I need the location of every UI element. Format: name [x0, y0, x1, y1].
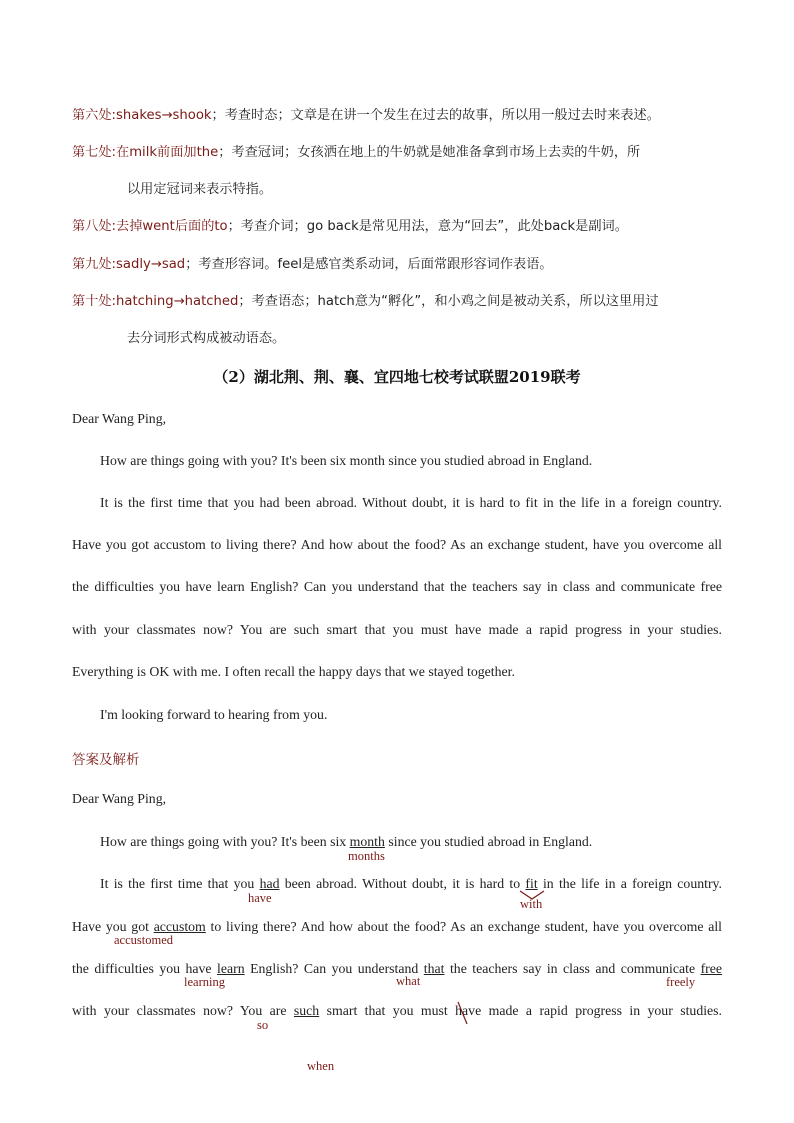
text-run: the teachers say in class and communicate [444, 961, 701, 976]
letter-line: It is the first time that you had been abroad. Without doubt, it is hard to fit in the life in a foreign country. [100, 495, 722, 510]
answer-explanation: ；考查介词；go back是常见用法，意为“回去”，此处back是副词。 [227, 219, 628, 234]
error-word: fit [525, 876, 538, 891]
answer-item-9 [72, 253, 553, 272]
letter-line: Everything is OK with me. I often recall the happy days that we stayed together. [72, 664, 515, 679]
answer-change: 去掉went后面的to [116, 219, 228, 234]
answer-explanation: ；考查形容词。feel是感官类系动词，后面常跟形容词作表语。 [185, 257, 553, 272]
answer-item-7-continued [127, 178, 272, 197]
error-word: learn [217, 961, 245, 976]
answer-item-10-continued [127, 327, 285, 346]
answer-label: 第十处: [72, 294, 117, 309]
answer-change: hatching→hatched [116, 294, 239, 309]
answer-item-8 [72, 215, 628, 234]
correction-with: with [520, 897, 543, 911]
correction-have: have [248, 891, 272, 905]
letter-salutation: Dear Wang Ping, [72, 411, 167, 426]
answer-label: 第八处: [72, 219, 117, 234]
answer-label: 第七处: [72, 145, 117, 160]
text-run: with your classmates now? You are [72, 1003, 294, 1018]
answer-change: shakes→shook [116, 108, 212, 123]
correction-freely: freely [666, 975, 696, 989]
error-word: accustom [153, 919, 206, 934]
answer-heading: 答案及解析 [72, 752, 140, 768]
correction-what: what [396, 974, 421, 988]
text-run: Have you got [72, 919, 154, 934]
answer-explanation-cont: 去分词形式构成被动语态。 [127, 331, 286, 346]
error-word: had [259, 876, 280, 891]
error-word: that [423, 961, 445, 976]
correction-so: so [257, 1018, 269, 1032]
error-word: free [700, 961, 722, 976]
error-word: such [293, 1003, 320, 1018]
text-run: to living there? And how about the food? As an exchange student, have you overcome all [205, 919, 722, 934]
text-run: How are things going with you? It's been six [100, 834, 350, 849]
correction-when: when [307, 1059, 335, 1073]
text-run: the difficulties you have [72, 961, 218, 976]
answer-item-7 [72, 141, 640, 160]
text-run: It is the first time that you [100, 876, 260, 891]
text-run: English? Can you understand [244, 961, 424, 976]
letter-line: with your classmates now? You are such smart that you must have made a rapid progress in your studies. [72, 622, 722, 637]
deletion-slash-mark [455, 1000, 471, 1026]
corrected-line-5 [72, 1003, 722, 1019]
answer-explanation: ；考查时态；文章是在讲一个发生在过去的故事，所以用一般过去时来表述。 [211, 108, 660, 123]
answer-explanation-cont: 以用定冠词来表示特指。 [127, 182, 273, 197]
answer-item-10 [72, 290, 659, 309]
correction-months: months [348, 849, 385, 863]
answer-label: 第九处: [72, 257, 117, 272]
corrected-line-1 [100, 834, 592, 850]
letter-line: Have you got accustom to living there? And how about the food? As an exchange student, have you overcome all [72, 537, 722, 552]
text-run: in the life in a foreign country. [537, 876, 722, 891]
section-title: （2）湖北荆、荆、襄、宜四地七校考试联盟2019联考 [213, 368, 581, 386]
corrected-line-2 [100, 876, 722, 892]
answer-item-6 [72, 104, 660, 123]
error-word: month [349, 834, 385, 849]
correction-learning: learning [184, 975, 225, 989]
text-run: been abroad. Without doubt, it is hard to [279, 876, 526, 891]
corrected-salutation: Dear Wang Ping, [72, 791, 167, 806]
text-run: since you studied abroad in England. [384, 834, 593, 849]
letter-paragraph-1: How are things going with you? It's been six month since you studied abroad in England. [100, 453, 593, 468]
correction-accustomed: accustomed [114, 933, 174, 947]
letter-line: the difficulties you have learn English? Can you understand that the teachers say in class and communicate free [72, 579, 722, 594]
answer-explanation: ；考查冠词；女孩洒在地上的牛奶就是她准备拿到市场上去卖的牛奶，所 [218, 145, 641, 160]
text-run: smart that you must have made a rapid progress in your studies. [319, 1003, 722, 1018]
answer-label: 第六处: [72, 108, 117, 123]
letter-closing: I'm looking forward to hearing from you. [100, 707, 328, 722]
answer-change: sadly→sad [116, 257, 186, 272]
answer-change: 在milk前面加the [116, 145, 219, 160]
answer-explanation: ；考查语态；hatch意为“孵化”，和小鸡之间是被动关系，所以这里用过 [238, 294, 659, 309]
